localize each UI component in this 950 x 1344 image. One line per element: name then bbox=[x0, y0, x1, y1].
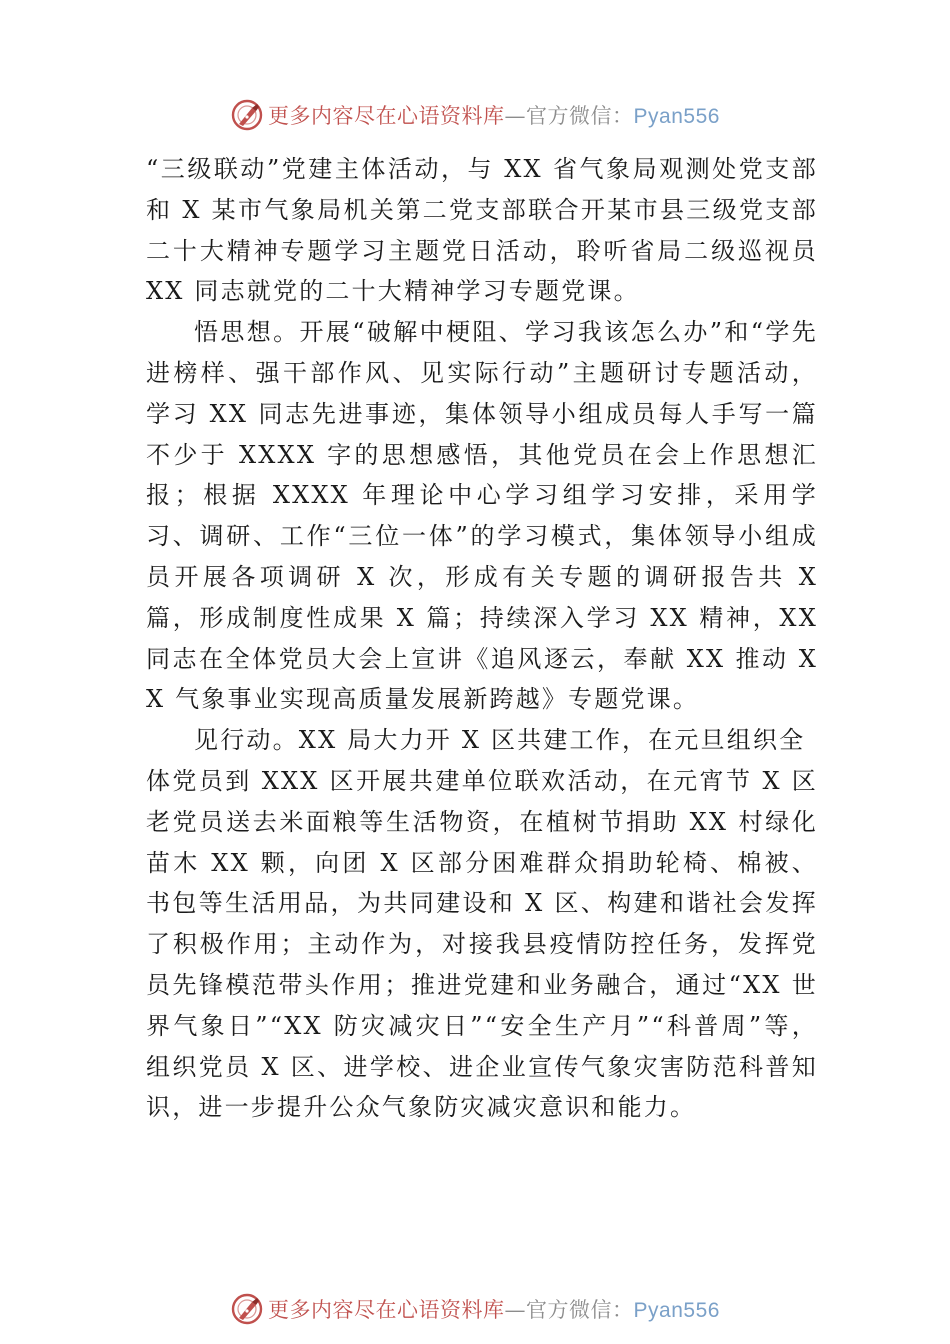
footer-label: 官方微信： bbox=[526, 1298, 634, 1322]
header-label: 官方微信： bbox=[526, 104, 634, 128]
header-text bbox=[268, 100, 720, 130]
pen-nib-circle-icon bbox=[230, 98, 264, 132]
footer-dash: — bbox=[504, 1298, 527, 1322]
footer-text bbox=[268, 1294, 720, 1324]
paragraph-4: 体党员到 XXX 区开展共建单位联欢活动，在元宵节 X 区老党员送去米面粮等生活物资，在植树节捐助 XX 村绿化苗木 XX 颗，向团 X 区部分困难群众捐助轮椅、棉被、书包等生活用品，为共同建设和 X 区、构建和谐社会发挥了积极作用；主动作为，对接我县疫情防控任务，发挥党员先锋模范带头作用；推进党建和业务融合，通过“XX 世界气象日”“XX 防灾减灾日”“安全生产月”“科普周”等，组织党员 X 区、进学校、进企业宣传气象灾害防范科普知识，进一步提升公众气象防灾减灾意识和能力。 bbox=[146, 766, 818, 1122]
header-main: 更多内容尽在心语资料库 bbox=[268, 104, 505, 128]
paragraph-3: 见行动。XX 局大力开 X 区共建工作，在元旦组织全 bbox=[194, 726, 806, 755]
footer-wechat-id: Pyan556 bbox=[633, 1299, 720, 1322]
pen-nib-circle-icon bbox=[230, 1292, 264, 1326]
document-body bbox=[146, 149, 818, 1128]
header-wechat-id: Pyan556 bbox=[633, 105, 720, 128]
footer-main: 更多内容尽在心语资料库 bbox=[268, 1298, 505, 1322]
header-banner bbox=[0, 95, 950, 135]
header-dash: — bbox=[504, 104, 527, 128]
paragraph-2: 悟思想。开展“破解中梗阻、学习我该怎么办”和“学先进榜样、强干部作风、见实际行动”主题研讨专题活动， 学习 XX 同志先进事迹，集体领导小组成员每人手写一篇不少于 XXXX 字的思想感悟，其他党员在会上作思想汇报；根据 XXXX 年理论中心学习组学习安排，采用学习、调研、工作“三位一体”的学习模式，集体领导小组成员开展各项调研 X 次，形成有关专题的调研报告共 X 篇，形成制度性成果 X 篇；持续深入学习 XX 精神，XX 同志在全体党员大会上宣讲《追风逐云，奉献 XX 推动 XX 气象事业实现高质量发展新跨越》专题党课。 bbox=[146, 318, 818, 714]
footer-banner bbox=[0, 1289, 950, 1329]
paragraph-1: “三级联动”党建主体活动，与 XX 省气象局观测处党支部和 X 某市气象局机关第二党支部联合开某市县三级党支部二十大精神专题学习主题党日活动，聆听省局二级巡视员 XX 同志就党的二十大精神学习专题党课。 bbox=[146, 155, 818, 306]
